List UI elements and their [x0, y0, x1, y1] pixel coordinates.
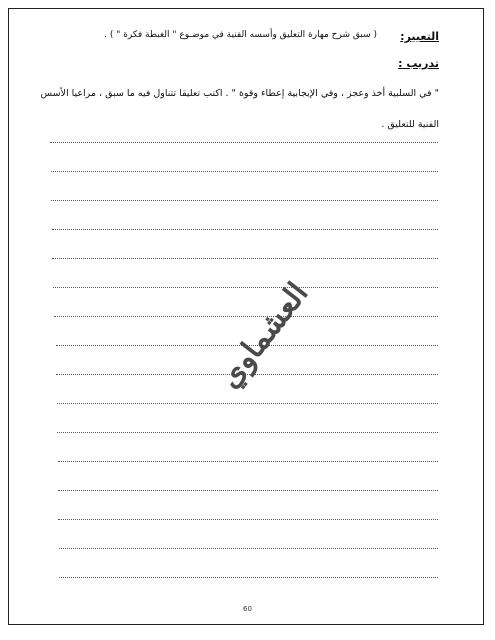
writing-line[interactable]	[58, 461, 438, 462]
section-title: التعبير:	[400, 30, 439, 43]
writing-line[interactable]	[59, 577, 438, 578]
writing-line[interactable]	[51, 171, 438, 172]
exercise-prompt-line-2: الفنية للتعليق .	[381, 119, 439, 130]
writing-line[interactable]	[52, 229, 438, 230]
writing-line[interactable]	[57, 403, 438, 404]
writing-line[interactable]	[53, 287, 438, 288]
writing-line[interactable]	[58, 490, 438, 491]
writing-line[interactable]	[52, 258, 438, 259]
writing-line[interactable]	[54, 316, 438, 317]
writing-line[interactable]	[58, 519, 438, 520]
intro-text: ( سبق شرح مهارة التعليق وأسسه الفنية في موضـوع " الغبطة فكرة " ) .	[104, 30, 377, 40]
page-number: 60	[243, 605, 252, 613]
writing-line[interactable]	[51, 200, 438, 201]
writing-line[interactable]	[59, 548, 438, 549]
exercise-title: تدريب :	[398, 57, 439, 70]
writing-line[interactable]	[57, 432, 438, 433]
writing-line[interactable]	[50, 142, 438, 143]
watermark: العشماوي	[211, 276, 316, 395]
exercise-prompt-line-1: " في السلبية أخذ وعجز ، وفي الإيجابية إعطاء وقوة " . اكتب تعليقا تتناول فيه ما سبق ، مراعيا الأسس	[40, 88, 439, 99]
